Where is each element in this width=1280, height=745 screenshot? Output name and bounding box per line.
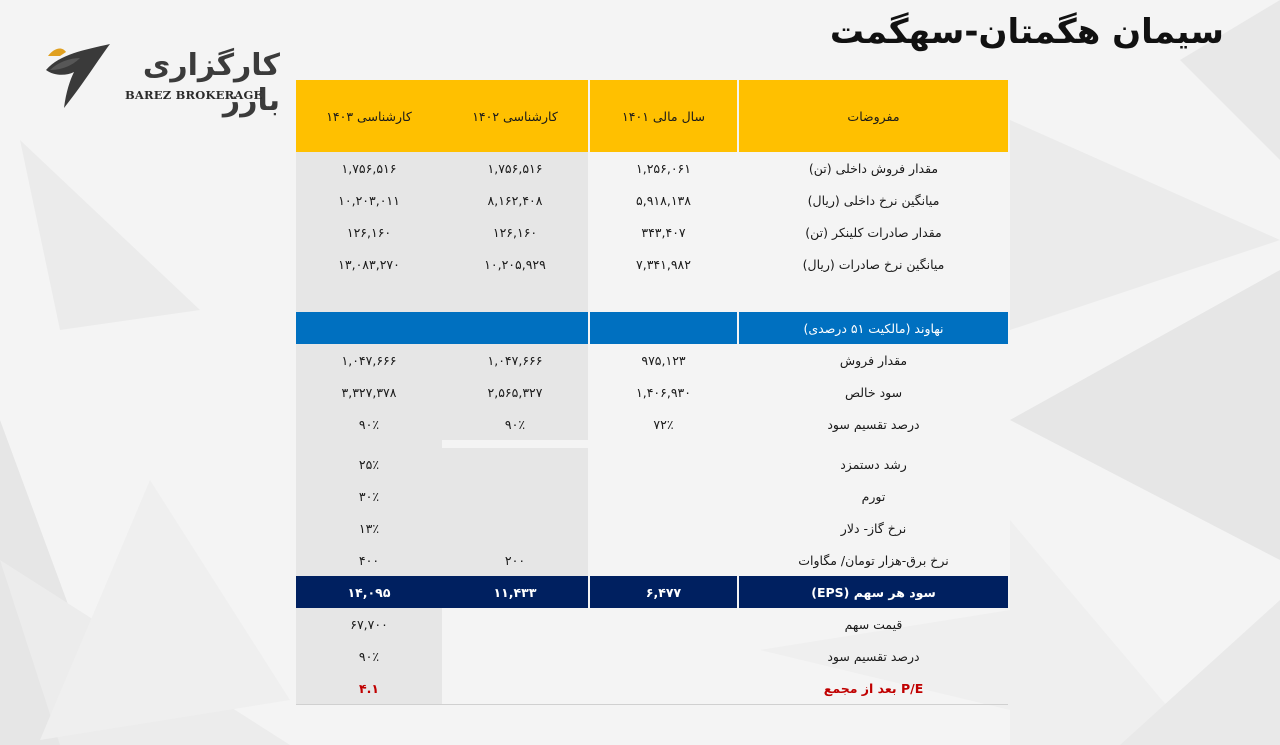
row-label: سود هر سهم (EPS) [739, 576, 1008, 608]
table-row [296, 512, 1008, 544]
logo-persian-text: کارگزاری بارز [142, 48, 280, 118]
row-label: مقدار صادرات کلینکر (تن) [805, 224, 942, 240]
table-row [296, 408, 1008, 440]
value-cell: ۱۳٪ [296, 512, 442, 544]
row-label: مقدار فروش داخلی (تن) [808, 160, 939, 176]
header-cell: کارشناسی ۱۴۰۲ [442, 80, 588, 152]
table-row [296, 448, 1008, 480]
spacer [296, 440, 1008, 448]
eagle-icon [40, 40, 120, 112]
value-cell [442, 512, 588, 544]
value-cell: ۱۲۶,۱۶۰ [442, 216, 588, 248]
row-label: نرخ گاز- دلار [840, 520, 907, 536]
value-cell: ۷۲٪ [653, 416, 674, 432]
value-cell: ۱۴,۰۹۵ [296, 576, 442, 608]
value-cell [442, 448, 588, 480]
row-label: درصد تقسیم سود [827, 648, 920, 664]
pe-row [296, 672, 1008, 705]
value-cell: ۹۰٪ [296, 640, 442, 672]
value-cell [442, 480, 588, 512]
value-cell [590, 544, 737, 576]
value-cell: ۳۴۳,۴۰۷ [641, 224, 686, 240]
value-cell: ۱,۰۴۷,۶۶۶ [442, 344, 588, 376]
value-cell: ۳۰٪ [296, 480, 442, 512]
value-cell: ۱,۲۵۶,۰۶۱ [636, 160, 691, 176]
value-cell: ۱۰,۲۰۳,۰۱۱ [296, 184, 442, 216]
row-label: سود خالص [844, 384, 903, 400]
logo-english-text: BAREZ BROKERAGE [125, 88, 263, 102]
value-cell [590, 448, 737, 480]
table-row [296, 184, 1008, 216]
row-label: P/E بعد از مجمع [823, 680, 924, 696]
value-cell [590, 480, 737, 512]
section-label: نهاوند (مالکیت ۵۱ درصدی) [739, 312, 1008, 344]
section-header-row [296, 312, 1008, 344]
row-label: درصد تقسیم سود [827, 416, 920, 432]
assumptions-table [296, 80, 1008, 705]
value-cell: ۷,۳۴۱,۹۸۲ [636, 256, 691, 272]
page-title: سیمان هگمتان-سهگمت [829, 12, 1224, 52]
eps-row [296, 576, 1008, 608]
value-cell: ۹۷۵,۱۲۳ [641, 352, 686, 368]
value-cell: ۵,۹۱۸,۱۳۸ [636, 192, 691, 208]
row-label: نرخ برق-هزار تومان/ مگاوات [798, 552, 949, 568]
value-cell: ۲,۵۶۵,۳۲۷ [442, 376, 588, 408]
value-cell: ۱,۰۴۷,۶۶۶ [296, 344, 442, 376]
value-cell: ۱۱,۴۳۳ [442, 576, 588, 608]
value-cell [590, 512, 737, 544]
row-label: رشد دستمزد [840, 456, 907, 472]
row-label: میانگین نرخ صادرات (ریال) [802, 256, 945, 272]
table-row [296, 152, 1008, 184]
value-cell: ۴.۱ [296, 672, 442, 704]
value-cell: ۳,۳۲۷,۳۷۸ [296, 376, 442, 408]
table-row [296, 216, 1008, 248]
table-row [296, 544, 1008, 576]
row-label: میانگین نرخ داخلی (ریال) [807, 192, 940, 208]
value-cell: ۱,۴۰۶,۹۳۰ [636, 384, 691, 400]
header-cell: سال مالی ۱۴۰۱ [590, 80, 737, 152]
value-cell: ۲۵٪ [296, 448, 442, 480]
value-cell: ۱,۷۵۶,۵۱۶ [296, 152, 442, 184]
table-row [296, 608, 1008, 640]
table-row [296, 248, 1008, 280]
row-label: مقدار فروش [839, 352, 908, 368]
table-row [296, 344, 1008, 376]
table-row [296, 640, 1008, 672]
table-header [296, 80, 1008, 152]
header-cell: کارشناسی ۱۴۰۳ [296, 80, 442, 152]
value-cell: ۹۰٪ [296, 408, 442, 440]
value-cell: ۱۳,۰۸۳,۲۷۰ [296, 248, 442, 280]
empty-row [296, 280, 1008, 312]
value-cell: ۱,۷۵۶,۵۱۶ [442, 152, 588, 184]
value-cell: ۶۷,۷۰۰ [296, 608, 442, 640]
header-cell: مفروضات [739, 80, 1008, 152]
brokerage-logo [40, 40, 280, 118]
table-row [296, 480, 1008, 512]
value-cell: ۲۰۰ [442, 544, 588, 576]
row-label: قیمت سهم [844, 616, 903, 632]
value-cell: ۸,۱۶۲,۴۰۸ [442, 184, 588, 216]
value-cell: ۱۲۶,۱۶۰ [296, 216, 442, 248]
value-cell: ۹۰٪ [442, 408, 588, 440]
row-label: تورم [861, 488, 886, 504]
value-cell: ۶,۴۷۷ [590, 576, 737, 608]
value-cell: ۱۰,۲۰۵,۹۲۹ [442, 248, 588, 280]
table-row [296, 376, 1008, 408]
value-cell: ۴۰۰ [296, 544, 442, 576]
